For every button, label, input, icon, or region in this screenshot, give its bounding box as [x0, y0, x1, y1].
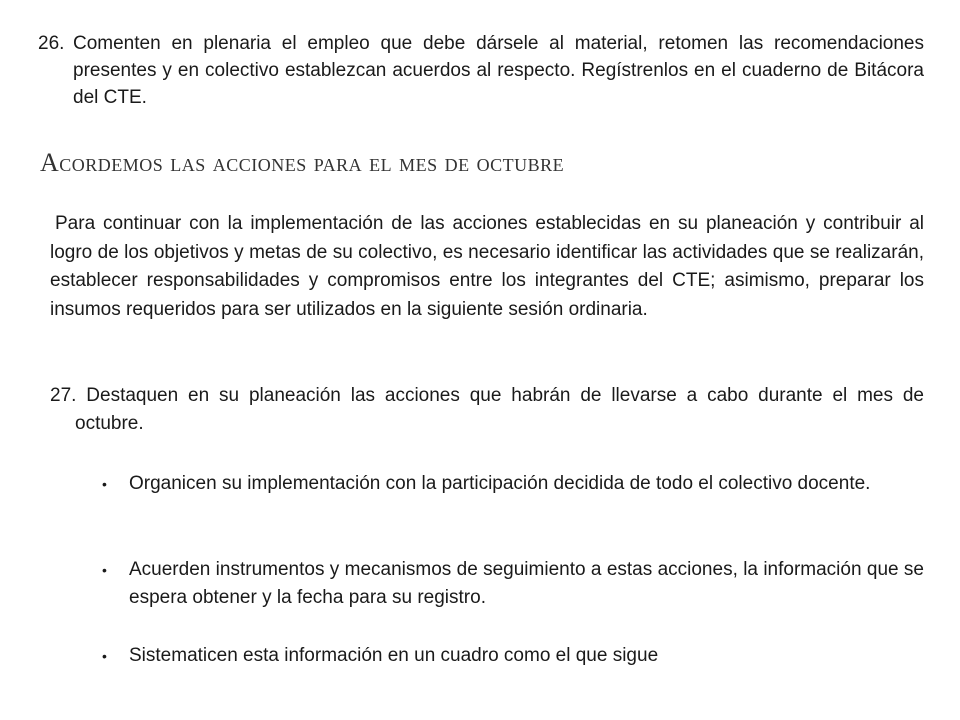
- list-item: [102, 642, 924, 670]
- list-item: [102, 556, 924, 612]
- numbered-item-26: [38, 30, 924, 111]
- item-text: Comenten en plenaria el empleo que debe dársele al material, retomen las recomendaciones presentes y en colectivo establezcan acuerdos al respecto. Regístrenlos en el cuaderno de Bitácora del CTE.: [73, 33, 924, 108]
- item-number: 26.: [38, 33, 65, 54]
- list-item-text: Organicen su implementación con la participación decidida de todo el colectivo docente.: [129, 473, 871, 494]
- list-item: [102, 470, 924, 498]
- list-item-text: Acuerden instrumentos y mecanismos de seguimiento a estas acciones, la información que se espera obtener y la fecha para su registro.: [129, 559, 924, 608]
- item-text: 27. Destaquen en su planeación las acciones que habrán de llevarse a cabo durante el mes de octubre.: [50, 385, 924, 434]
- paragraph-text: Para continuar con la implementación de las acciones establecidas en su planeación y contribuir al logro de los objetivos y metas de su colectivo, es necesario identificar las actividades que se realizarán, establecer responsabilidades y compromisos entre los integrantes del CTE; asimismo, preparar los insumos requeridos para ser utilizados en la siguiente sesión ordinaria.: [50, 213, 924, 320]
- bullet-icon: •: [102, 562, 107, 578]
- section-heading: Acordemos las acciones para el mes de octubre: [40, 148, 565, 177]
- bullet-icon: •: [102, 648, 107, 664]
- bullet-icon: •: [102, 476, 107, 492]
- numbered-item-27: [50, 382, 924, 438]
- list-item-text: Sistematicen esta información en un cuadro como el que sigue: [129, 645, 659, 666]
- intro-paragraph: [50, 210, 924, 324]
